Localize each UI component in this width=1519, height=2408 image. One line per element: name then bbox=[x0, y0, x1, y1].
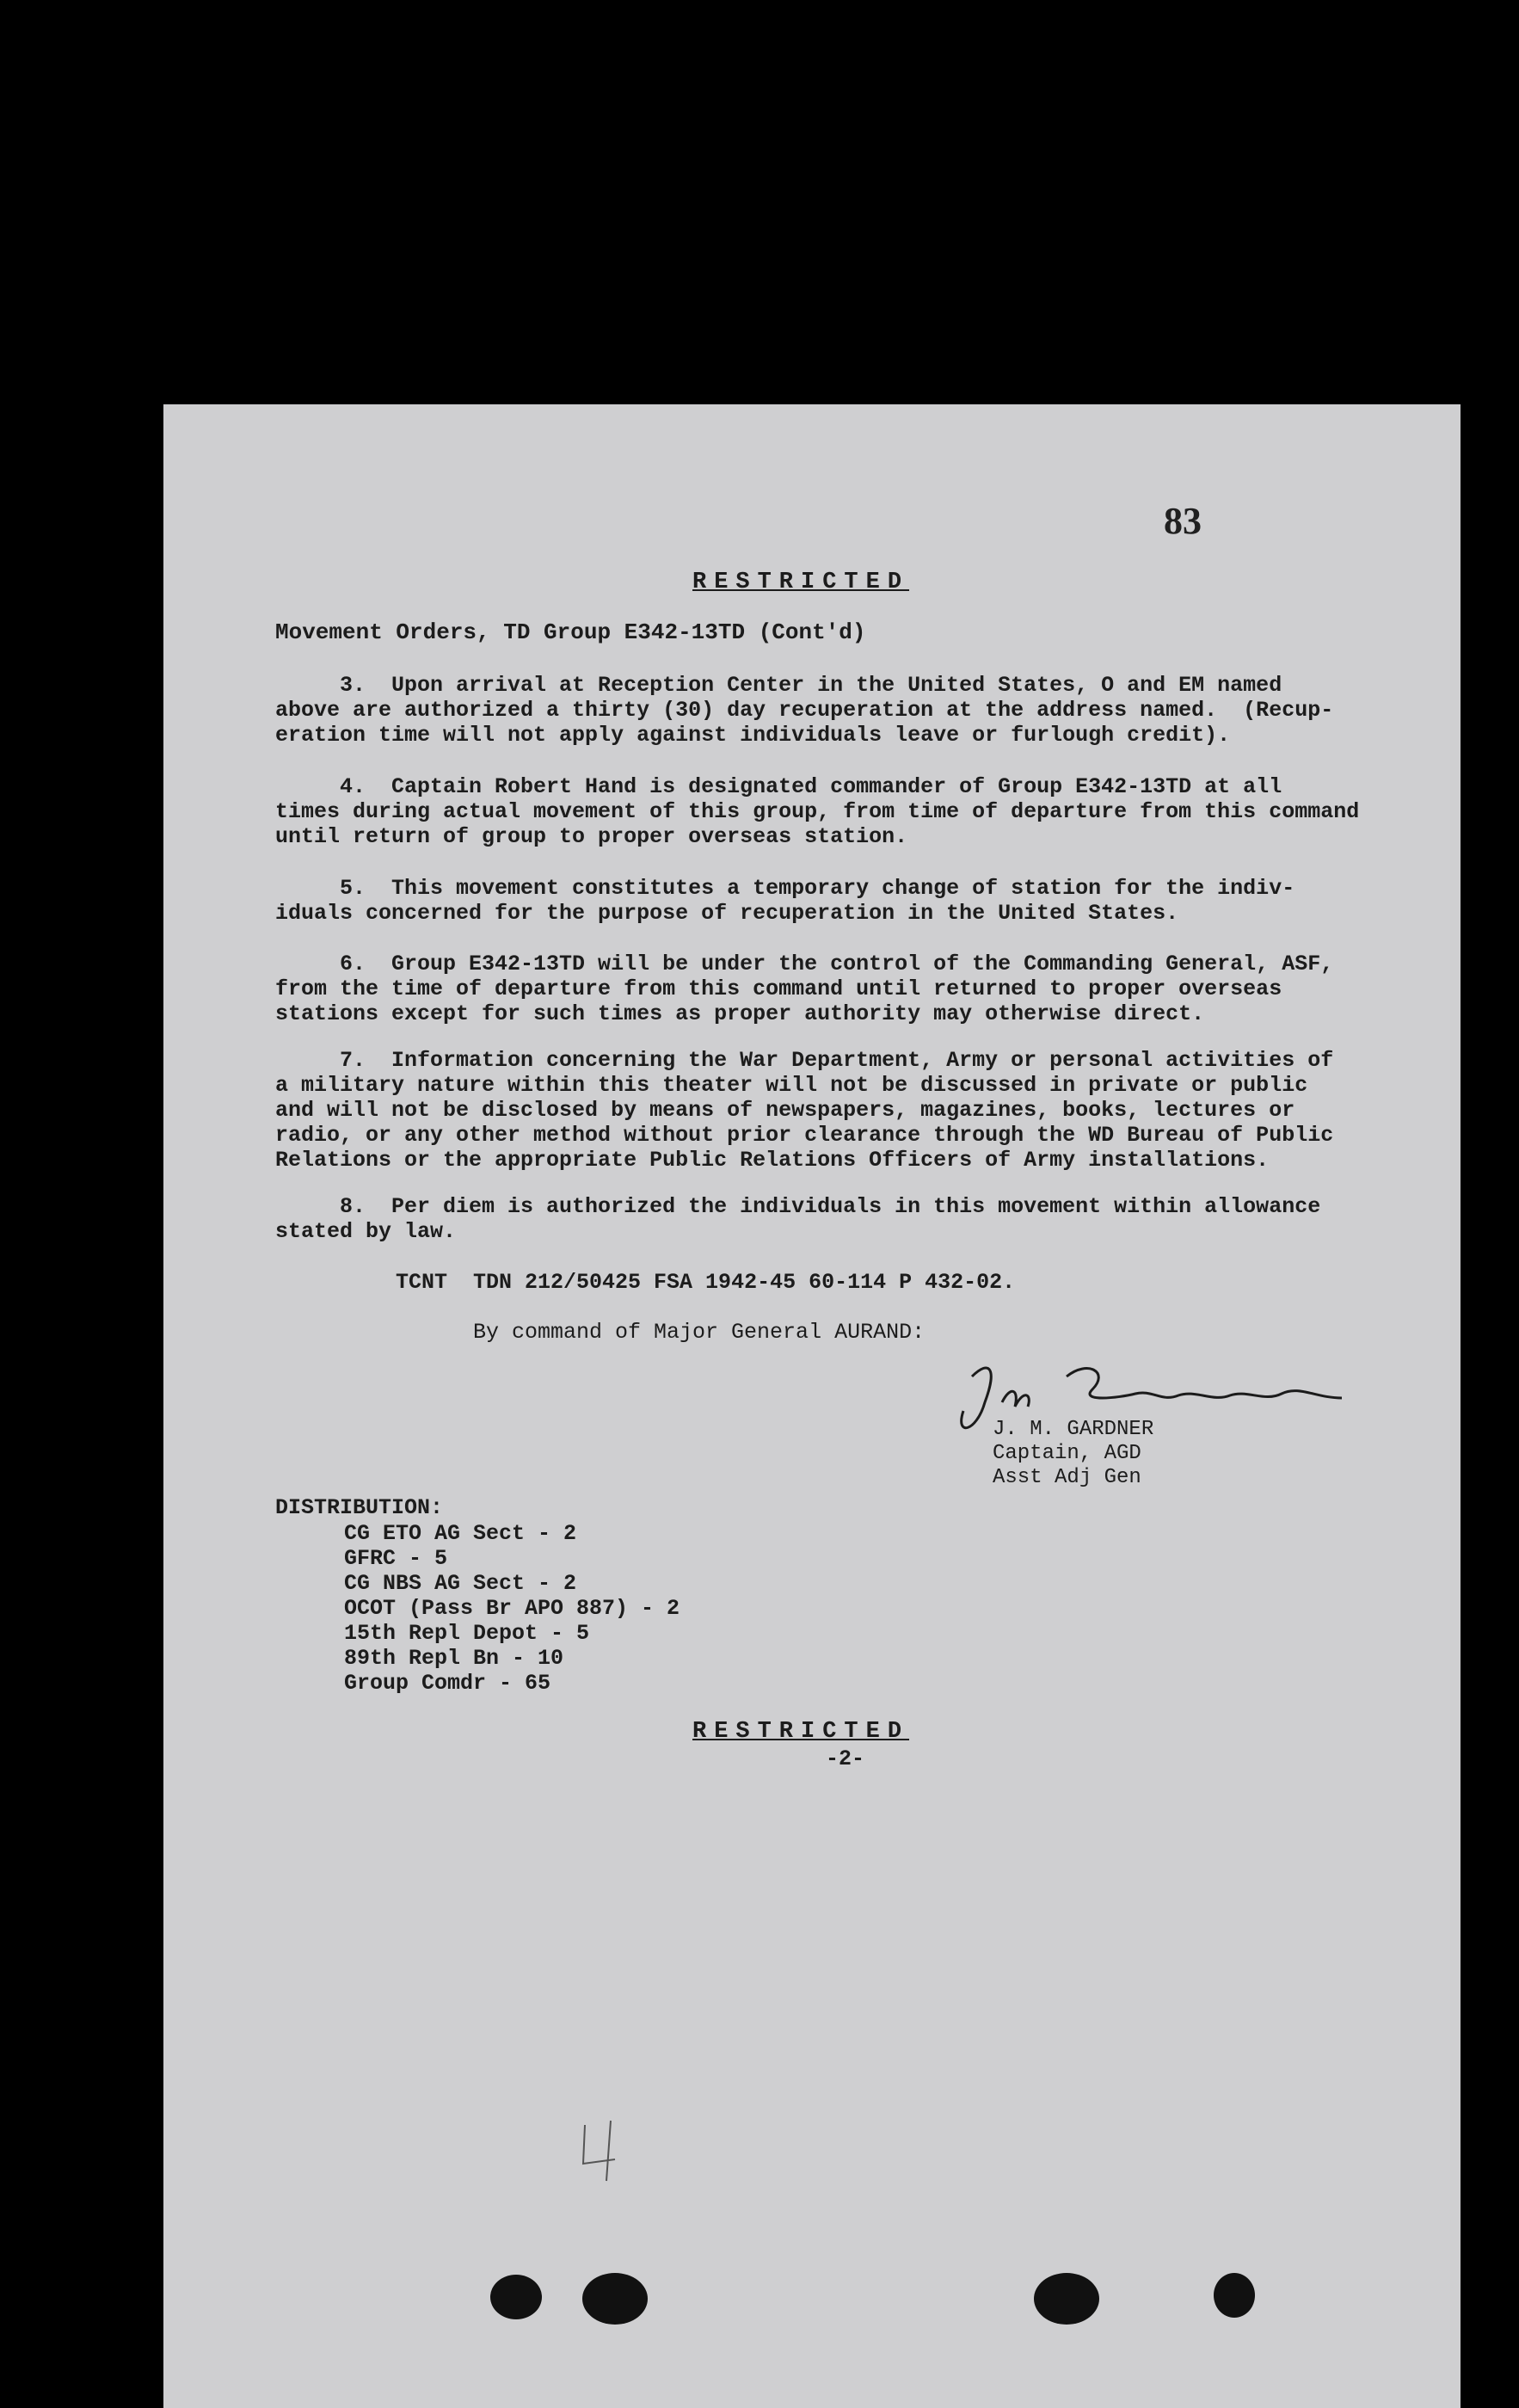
document-heading: Movement Orders, TD Group E342-13TD (Cont'd) bbox=[275, 619, 866, 645]
by-command-line: By command of Major General AURAND: bbox=[473, 1320, 926, 1345]
signer-name: J. M. GARDNER bbox=[993, 1418, 1154, 1441]
paragraph-line: from the time of departure from this command until returned to proper overseas bbox=[275, 976, 1282, 1001]
list-item: Group Comdr - 65 bbox=[344, 1671, 551, 1696]
paragraph-7 bbox=[275, 1048, 1419, 1173]
paragraph-line: 5. This movement constitutes a temporary change of station for the indiv- bbox=[275, 876, 1295, 901]
list-item: 15th Repl Depot - 5 bbox=[344, 1621, 590, 1646]
document-page bbox=[163, 404, 1461, 2408]
footer-page-number: -2- bbox=[826, 1746, 865, 1771]
paragraph-line: 6. Group E342-13TD will be under the control of the Commanding General, ASF, bbox=[275, 951, 1334, 976]
paragraph-line: a military nature within this theater will not be discussed in private or public bbox=[275, 1073, 1308, 1098]
paragraph-line: above are authorized a thirty (30) day recuperation at the address named. (Recup- bbox=[275, 698, 1334, 723]
distribution-title: DISTRIBUTION: bbox=[275, 1495, 444, 1520]
paragraph-4 bbox=[275, 774, 1419, 849]
list-item: 89th Repl Bn - 10 bbox=[344, 1646, 564, 1671]
signature-block bbox=[993, 1418, 1153, 1490]
paragraph-line: 4. Captain Robert Hand is designated commander of Group E342-13TD at all bbox=[275, 774, 1282, 799]
paragraph-line: eration time will not apply against individuals leave or furlough credit). bbox=[275, 723, 1231, 748]
distribution-list bbox=[344, 1521, 680, 1696]
paragraph-line: stated by law. bbox=[275, 1219, 457, 1244]
page-number: 83 bbox=[1164, 500, 1202, 542]
signer-rank: Captain, AGD bbox=[993, 1442, 1141, 1465]
paragraph-line: 8. Per diem is authorized the individuals in this movement within allowance bbox=[275, 1194, 1321, 1219]
paragraph-line: until return of group to proper overseas station. bbox=[275, 824, 908, 849]
list-item: GFRC - 5 bbox=[344, 1546, 448, 1571]
paragraph-line: radio, or any other method without prior clearance through the WD Bureau of Public bbox=[275, 1123, 1334, 1148]
classification-header: RESTRICTED bbox=[692, 570, 910, 595]
paragraph-5 bbox=[275, 876, 1419, 926]
signer-title: Asst Adj Gen bbox=[993, 1466, 1141, 1489]
paragraph-8 bbox=[275, 1194, 1419, 1244]
list-item: OCOT (Pass Br APO 887) - 2 bbox=[344, 1596, 680, 1621]
paragraph-line: iduals concerned for the purpose of recuperation in the United States. bbox=[275, 901, 1179, 926]
classification-footer: RESTRICTED bbox=[692, 1719, 910, 1745]
paragraph-line: 3. Upon arrival at Reception Center in the United States, O and EM named bbox=[275, 673, 1282, 698]
paragraph-6 bbox=[275, 951, 1419, 1026]
paragraph-line: times during actual movement of this group, from time of departure from this command bbox=[275, 799, 1360, 824]
handwritten-mark-icon bbox=[576, 2116, 637, 2185]
paragraph-line: and will not be disclosed by means of newspapers, magazines, books, lectures or bbox=[275, 1098, 1295, 1123]
paragraph-line: 7. Information concerning the War Department, Army or personal activities of bbox=[275, 1048, 1334, 1073]
list-item: CG ETO AG Sect - 2 bbox=[344, 1521, 577, 1546]
tcnt-line: TCNT TDN 212/50425 FSA 1942-45 60-114 P 432-02. bbox=[396, 1270, 1016, 1295]
paragraph-line: stations except for such times as proper authority may otherwise direct. bbox=[275, 1001, 1205, 1026]
list-item: CG NBS AG Sect - 2 bbox=[344, 1571, 577, 1596]
binder-holes-icon bbox=[163, 2245, 1461, 2331]
paragraph-3 bbox=[275, 673, 1419, 748]
paragraph-line: Relations or the appropriate Public Relations Officers of Army installations. bbox=[275, 1148, 1270, 1173]
